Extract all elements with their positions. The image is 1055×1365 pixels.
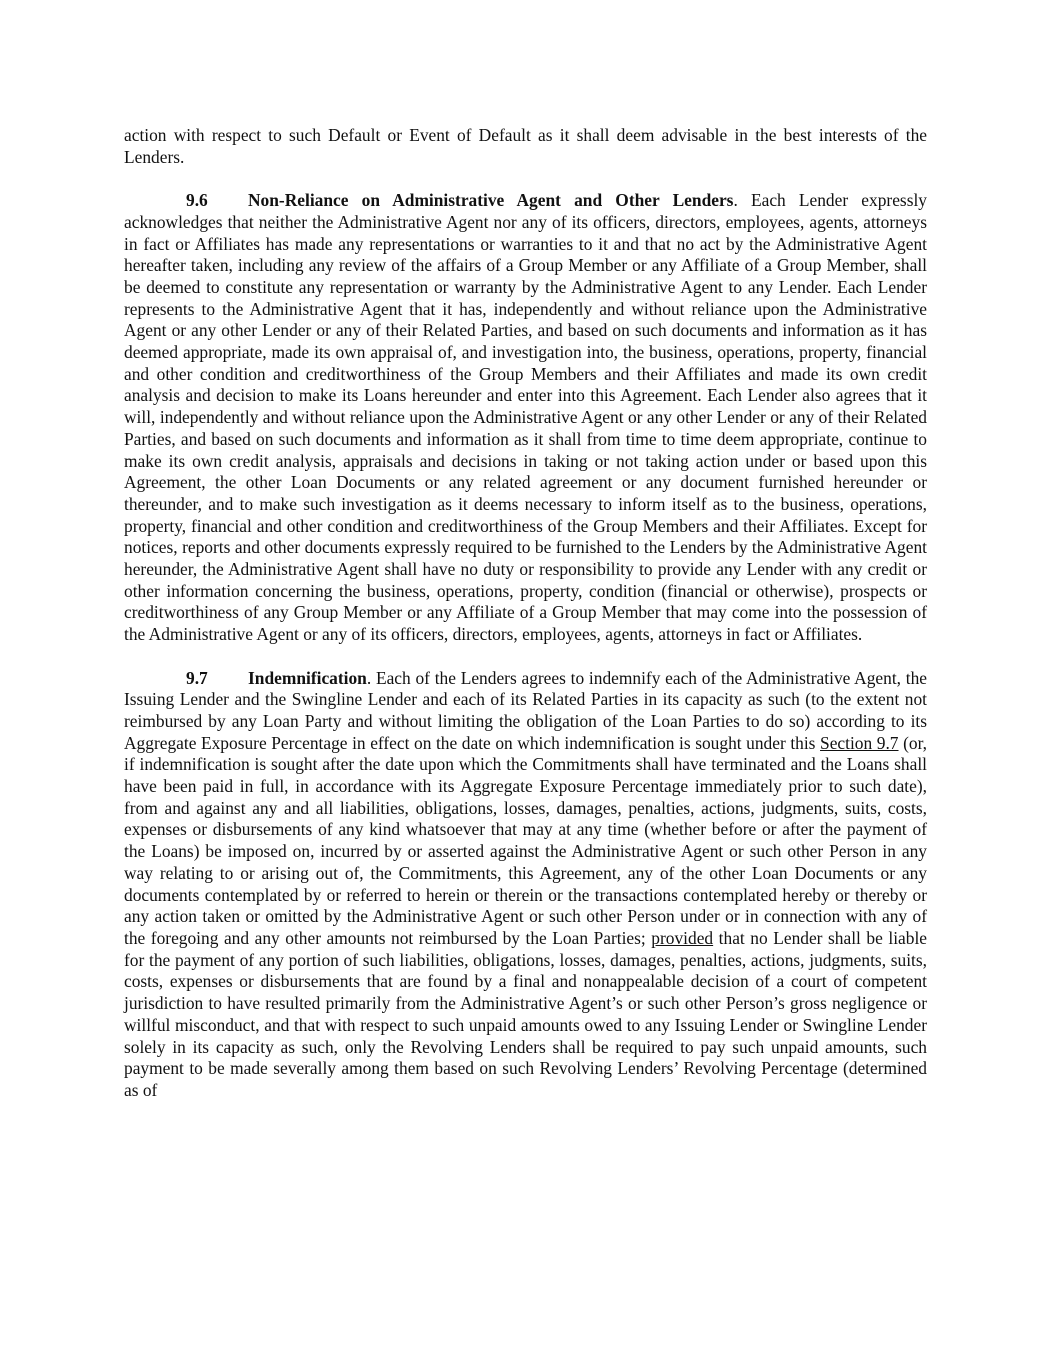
- section-9-6-paragraph: [124, 190, 927, 646]
- section-9-7-body-part-2: (or, if indemnification is sought after the date upon which the Commitments shall have terminated and the Loans shall have been paid in full, in accordance with its Aggregate Exposure Percentage immediately prior to such date), from and against any and all liabilities, obligations, losses, damages, penalties, actions, judgments, suits, costs, expenses or disbursements of any kind whatsoever that may at any time (whether before or after the payment of the Loans) be imposed on, incurred by or asserted against the Administrative Agent or such other Person in any way relating to or arising out of, the Commitments, this Agreement, any of the other Loan Documents or any documents contemplated by or referred to herein or therein or the transactions contemplated hereby or thereby or any action taken or omitted by the Administrative Agent or such other Person under or in connection with any of the foregoing and any other amounts not reimbursed by the Loan Parties;: [124, 732, 928, 948]
- section-9-7-body-part-3: that no Lender shall be liable for the payment of any portion of such liabilities, obligations, losses, damages, penalties, actions, judgments, suits, costs, expenses or disbursements that are found by a final and nonappealable decision of a court of competent jurisdiction to have resulted primarily from the Administrative Agent’s or such other Person’s gross negligence or willful misconduct, and that with respect to such unpaid amounts owed to any Issuing Lender or Swingline Lender solely in its capacity as such, only the Revolving Lenders shall be required to pay such unpaid amounts, such payment to be made severally among them based on such Revolving Lenders’ Revolving Percentage (determined as of: [124, 927, 928, 1100]
- section-9-7-body-part-1: . Each of the Lenders agrees to indemnify each of the Administrative Agent, the Issuing Lender and the Swingline Lender and each of its Related Parties in its capacity as such (to the extent not reimbursed by any Loan Party and without limiting the obligation of the Loan Parties to do so) according to its Aggregate Exposure Percentage in effect on the date on which indemnification is sought under this: [124, 667, 927, 753]
- section-9-6-title: Non-Reliance on Administrative Agent and Other Lenders: [248, 190, 734, 211]
- provided-term: provided: [651, 927, 714, 948]
- section-9-7-title: Indemnification: [248, 667, 367, 688]
- section-9-6-number: 9.6: [186, 190, 208, 211]
- section-9-7-cross-reference: Section 9.7: [820, 732, 899, 753]
- document-page: [124, 125, 927, 1102]
- section-9-6-body: . Each Lender expressly acknowledges that neither the Administrative Agent nor any of its officers, directors, employees, agents, attorneys in fact or Affiliates has made any representations or warranties to it and that no act by the Administrative Agent hereafter taken, including any review of the affairs of a Group Member or any Affiliate of a Group Member, shall be deemed to constitute any representation or warranty by the Administrative Agent to any Lender. Each Lender represents to the Administrative Agent that it has, independently and without reliance upon the Administrative Agent or any other Lender or any of their Related Parties, and based on such documents and information as it has deemed appropriate, made its own appraisal of, and investigation into, the business, operations, property, financial and other condition and creditworthiness of the Group Members and their Affiliates and made its own credit analysis and decision to make its Loans hereunder and enter into this Agreement. Each Lender also agrees that it will, independently and without reliance upon the Administrative Agent or any other Lender or any of their Related Parties, and based on such documents and information as it shall from time to time deem appropriate, continue to make its own credit analysis, appraisals and decisions in taking or not taking action under or based upon this Agreement, the other Loan Documents or any related agreement or any document furnished hereunder or thereunder, and to make such investigation as it deems necessary to inform itself as to the business, operations, property, financial and other condition and creditworthiness of the Group Members and their Affiliates. Except for notices, reports and other documents expressly required to be furnished to the Lenders by the Administrative Agent hereunder, the Administrative Agent shall have no duty or responsibility to provide any Lender with any credit or other information concerning the business, operations, property, condition (financial or otherwise), prospects or creditworthiness of any Group Member or any Affiliate of a Group Member that may come into the possession of the Administrative Agent or any of its officers, directors, employees, agents, attorneys in fact or Affiliates.: [124, 190, 927, 645]
- carryover-paragraph: [124, 125, 927, 168]
- carryover-text: action with respect to such Default or Event of Default as it shall deem advisable in the best interests of the Lenders.: [124, 125, 927, 167]
- section-9-7-paragraph: [124, 668, 927, 1102]
- section-9-7-number: 9.7: [186, 667, 208, 688]
